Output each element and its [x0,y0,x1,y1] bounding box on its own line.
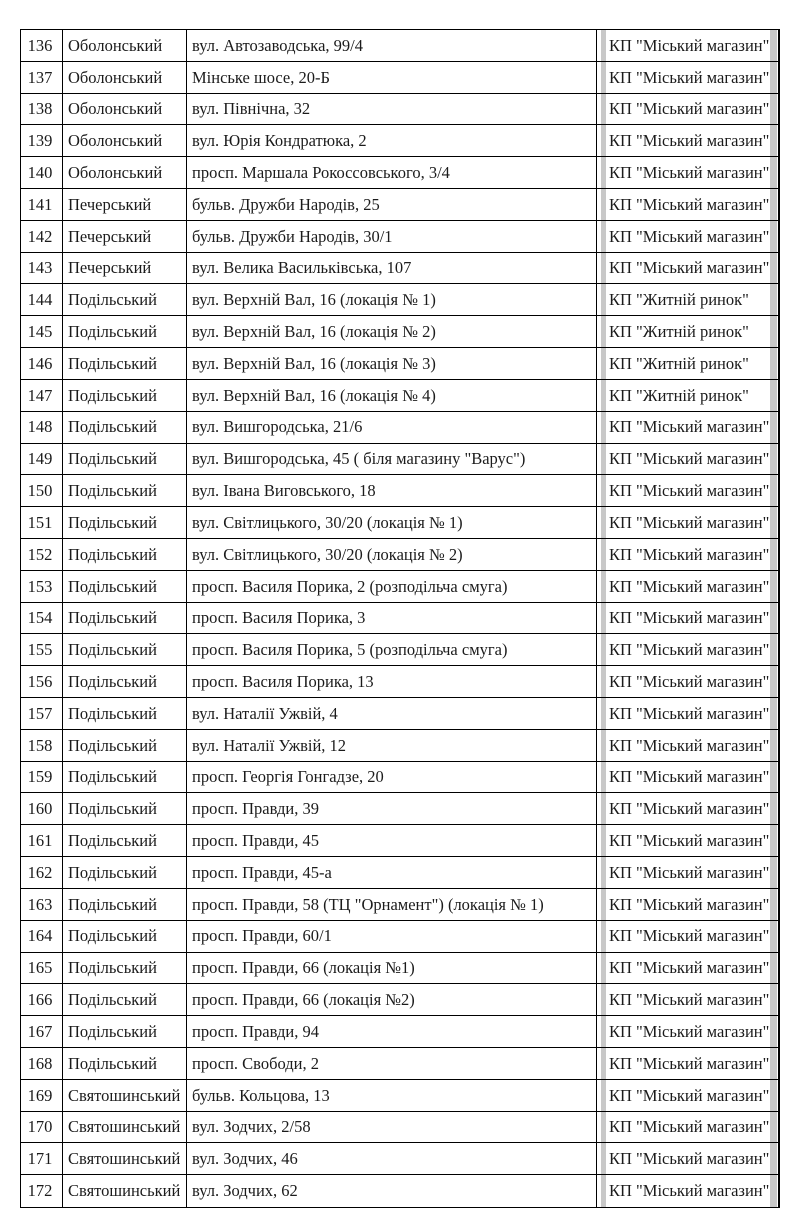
cell-district: Подільський [63,316,187,348]
cell-organization: КП "Міський магазин" [597,1048,778,1080]
cell-number: 172 [21,1175,63,1207]
cell-district: Подільський [63,762,187,794]
cell-number: 170 [21,1112,63,1144]
cell-number: 147 [21,380,63,412]
cell-district: Подільський [63,984,187,1016]
cell-district: Подільський [63,889,187,921]
cell-organization: КП "Міський магазин" [597,1112,778,1144]
cell-district: Оболонський [63,62,187,94]
cell-address: вул. Зодчих, 62 [187,1175,597,1207]
cell-organization: КП "Міський магазин" [597,444,778,476]
cell-district: Подільський [63,412,187,444]
cell-address: вул. Верхній Вал, 16 (локація № 2) [187,316,597,348]
cell-district: Святошинський [63,1175,187,1207]
cell-number: 146 [21,348,63,380]
cell-district: Подільський [63,444,187,476]
cell-address: просп. Василя Порика, 2 (розподільча смуга) [187,571,597,603]
cell-organization: КП "Міський магазин" [597,825,778,857]
cell-district: Печерський [63,189,187,221]
cell-address: просп. Правди, 66 (локація №2) [187,984,597,1016]
cell-address: вул. Зодчих, 2/58 [187,1112,597,1144]
cell-district: Подільський [63,284,187,316]
cell-organization: КП "Житній ринок" [597,348,778,380]
cell-number: 142 [21,221,63,253]
cell-district: Подільський [63,1016,187,1048]
cell-address: бульв. Кольцова, 13 [187,1080,597,1112]
cell-number: 157 [21,698,63,730]
cell-address: вул. Юрія Кондратюка, 2 [187,125,597,157]
cell-number: 154 [21,603,63,635]
cell-number: 141 [21,189,63,221]
cell-organization: КП "Міський магазин" [597,762,778,794]
cell-address: вул. Автозаводська, 99/4 [187,30,597,62]
cell-address: вул. Наталії Ужвій, 4 [187,698,597,730]
cell-district: Подільський [63,475,187,507]
cell-district: Подільський [63,825,187,857]
cell-number: 148 [21,412,63,444]
cell-address: просп. Василя Порика, 3 [187,603,597,635]
cell-organization: КП "Міський магазин" [597,253,778,285]
cell-organization: КП "Міський магазин" [597,62,778,94]
cell-number: 145 [21,316,63,348]
cell-district: Оболонський [63,157,187,189]
cell-number: 162 [21,857,63,889]
cell-organization: КП "Міський магазин" [597,125,778,157]
cell-organization: КП "Міський магазин" [597,730,778,762]
cell-district: Подільський [63,348,187,380]
cell-number: 136 [21,30,63,62]
cell-organization: КП "Міський магазин" [597,539,778,571]
cell-number: 137 [21,62,63,94]
cell-organization: КП "Міський магазин" [597,666,778,698]
cell-address: просп. Маршала Рокоссовського, 3/4 [187,157,597,189]
cell-organization: КП "Житній ринок" [597,284,778,316]
cell-number: 169 [21,1080,63,1112]
cell-organization: КП "Міський магазин" [597,1143,778,1175]
cell-address: просп. Свободи, 2 [187,1048,597,1080]
cell-organization: КП "Міський магазин" [597,507,778,539]
cell-number: 167 [21,1016,63,1048]
cell-address: просп. Правди, 45 [187,825,597,857]
cell-number: 143 [21,253,63,285]
cell-address: вул. Наталії Ужвій, 12 [187,730,597,762]
cell-address: вул. Івана Виговського, 18 [187,475,597,507]
cell-number: 149 [21,444,63,476]
cell-organization: КП "Міський магазин" [597,1016,778,1048]
cell-district: Подільський [63,921,187,953]
cell-district: Святошинський [63,1080,187,1112]
cell-address: просп. Георгія Гонгадзе, 20 [187,762,597,794]
cell-address: вул. Північна, 32 [187,94,597,126]
cell-organization: КП "Міський магазин" [597,857,778,889]
cell-district: Подільський [63,698,187,730]
cell-organization: КП "Міський магазин" [597,953,778,985]
cell-number: 152 [21,539,63,571]
cell-address: просп. Правди, 60/1 [187,921,597,953]
cell-number: 163 [21,889,63,921]
cell-address: вул. Велика Васильківська, 107 [187,253,597,285]
cell-district: Подільський [63,539,187,571]
cell-address: просп. Правди, 45-а [187,857,597,889]
cell-number: 151 [21,507,63,539]
cell-organization: КП "Міський магазин" [597,412,778,444]
cell-organization: КП "Міський магазин" [597,1175,778,1207]
cell-address: вул. Вишгородська, 21/6 [187,412,597,444]
locations-table [20,29,780,1208]
cell-district: Подільський [63,793,187,825]
cell-address: вул. Верхній Вал, 16 (локація № 1) [187,284,597,316]
cell-organization: КП "Міський магазин" [597,30,778,62]
cell-district: Святошинський [63,1112,187,1144]
cell-number: 168 [21,1048,63,1080]
cell-organization: КП "Міський магазин" [597,603,778,635]
cell-address: просп. Правди, 39 [187,793,597,825]
cell-organization: КП "Міський магазин" [597,221,778,253]
cell-number: 156 [21,666,63,698]
cell-number: 139 [21,125,63,157]
cell-organization: КП "Міський магазин" [597,189,778,221]
cell-organization: КП "Міський магазин" [597,1080,778,1112]
cell-district: Оболонський [63,94,187,126]
cell-number: 138 [21,94,63,126]
cell-organization: КП "Житній ринок" [597,380,778,412]
cell-organization: КП "Міський магазин" [597,475,778,507]
cell-number: 155 [21,634,63,666]
cell-district: Подільський [63,634,187,666]
cell-organization: КП "Міський магазин" [597,984,778,1016]
cell-organization: КП "Міський магазин" [597,94,778,126]
cell-address: просп. Василя Порика, 5 (розподільча смуга) [187,634,597,666]
cell-number: 164 [21,921,63,953]
cell-organization: КП "Міський магазин" [597,793,778,825]
cell-organization: КП "Міський магазин" [597,571,778,603]
cell-number: 160 [21,793,63,825]
cell-organization: КП "Міський магазин" [597,889,778,921]
cell-number: 165 [21,953,63,985]
cell-district: Подільський [63,953,187,985]
cell-address: вул. Світлицького, 30/20 (локація № 1) [187,507,597,539]
cell-number: 161 [21,825,63,857]
cell-district: Печерський [63,221,187,253]
cell-number: 144 [21,284,63,316]
cell-number: 158 [21,730,63,762]
cell-district: Подільський [63,1048,187,1080]
cell-district: Подільський [63,507,187,539]
cell-organization: КП "Житній ринок" [597,316,778,348]
cell-district: Подільський [63,730,187,762]
cell-organization: КП "Міський магазин" [597,921,778,953]
cell-district: Оболонський [63,125,187,157]
cell-address: Мінське шосе, 20-Б [187,62,597,94]
cell-number: 166 [21,984,63,1016]
cell-district: Подільський [63,380,187,412]
cell-district: Печерський [63,253,187,285]
cell-address: просп. Правди, 66 (локація №1) [187,953,597,985]
cell-address: вул. Верхній Вал, 16 (локація № 3) [187,348,597,380]
cell-number: 159 [21,762,63,794]
cell-address: бульв. Дружби Народів, 25 [187,189,597,221]
cell-district: Подільський [63,857,187,889]
cell-address: вул. Верхній Вал, 16 (локація № 4) [187,380,597,412]
cell-address: просп. Правди, 94 [187,1016,597,1048]
cell-district: Оболонський [63,30,187,62]
cell-number: 150 [21,475,63,507]
cell-organization: КП "Міський магазин" [597,634,778,666]
cell-number: 153 [21,571,63,603]
cell-district: Подільський [63,666,187,698]
cell-address: просп. Правди, 58 (ТЦ "Орнамент") (локація № 1) [187,889,597,921]
cell-organization: КП "Міський магазин" [597,157,778,189]
cell-address: бульв. Дружби Народів, 30/1 [187,221,597,253]
cell-address: вул. Зодчих, 46 [187,1143,597,1175]
cell-address: вул. Світлицького, 30/20 (локація № 2) [187,539,597,571]
cell-address: вул. Вишгородська, 45 ( біля магазину "Варус") [187,444,597,476]
cell-number: 140 [21,157,63,189]
cell-organization: КП "Міський магазин" [597,698,778,730]
cell-district: Святошинський [63,1143,187,1175]
cell-number: 171 [21,1143,63,1175]
cell-district: Подільський [63,571,187,603]
cell-address: просп. Василя Порика, 13 [187,666,597,698]
cell-district: Подільський [63,603,187,635]
